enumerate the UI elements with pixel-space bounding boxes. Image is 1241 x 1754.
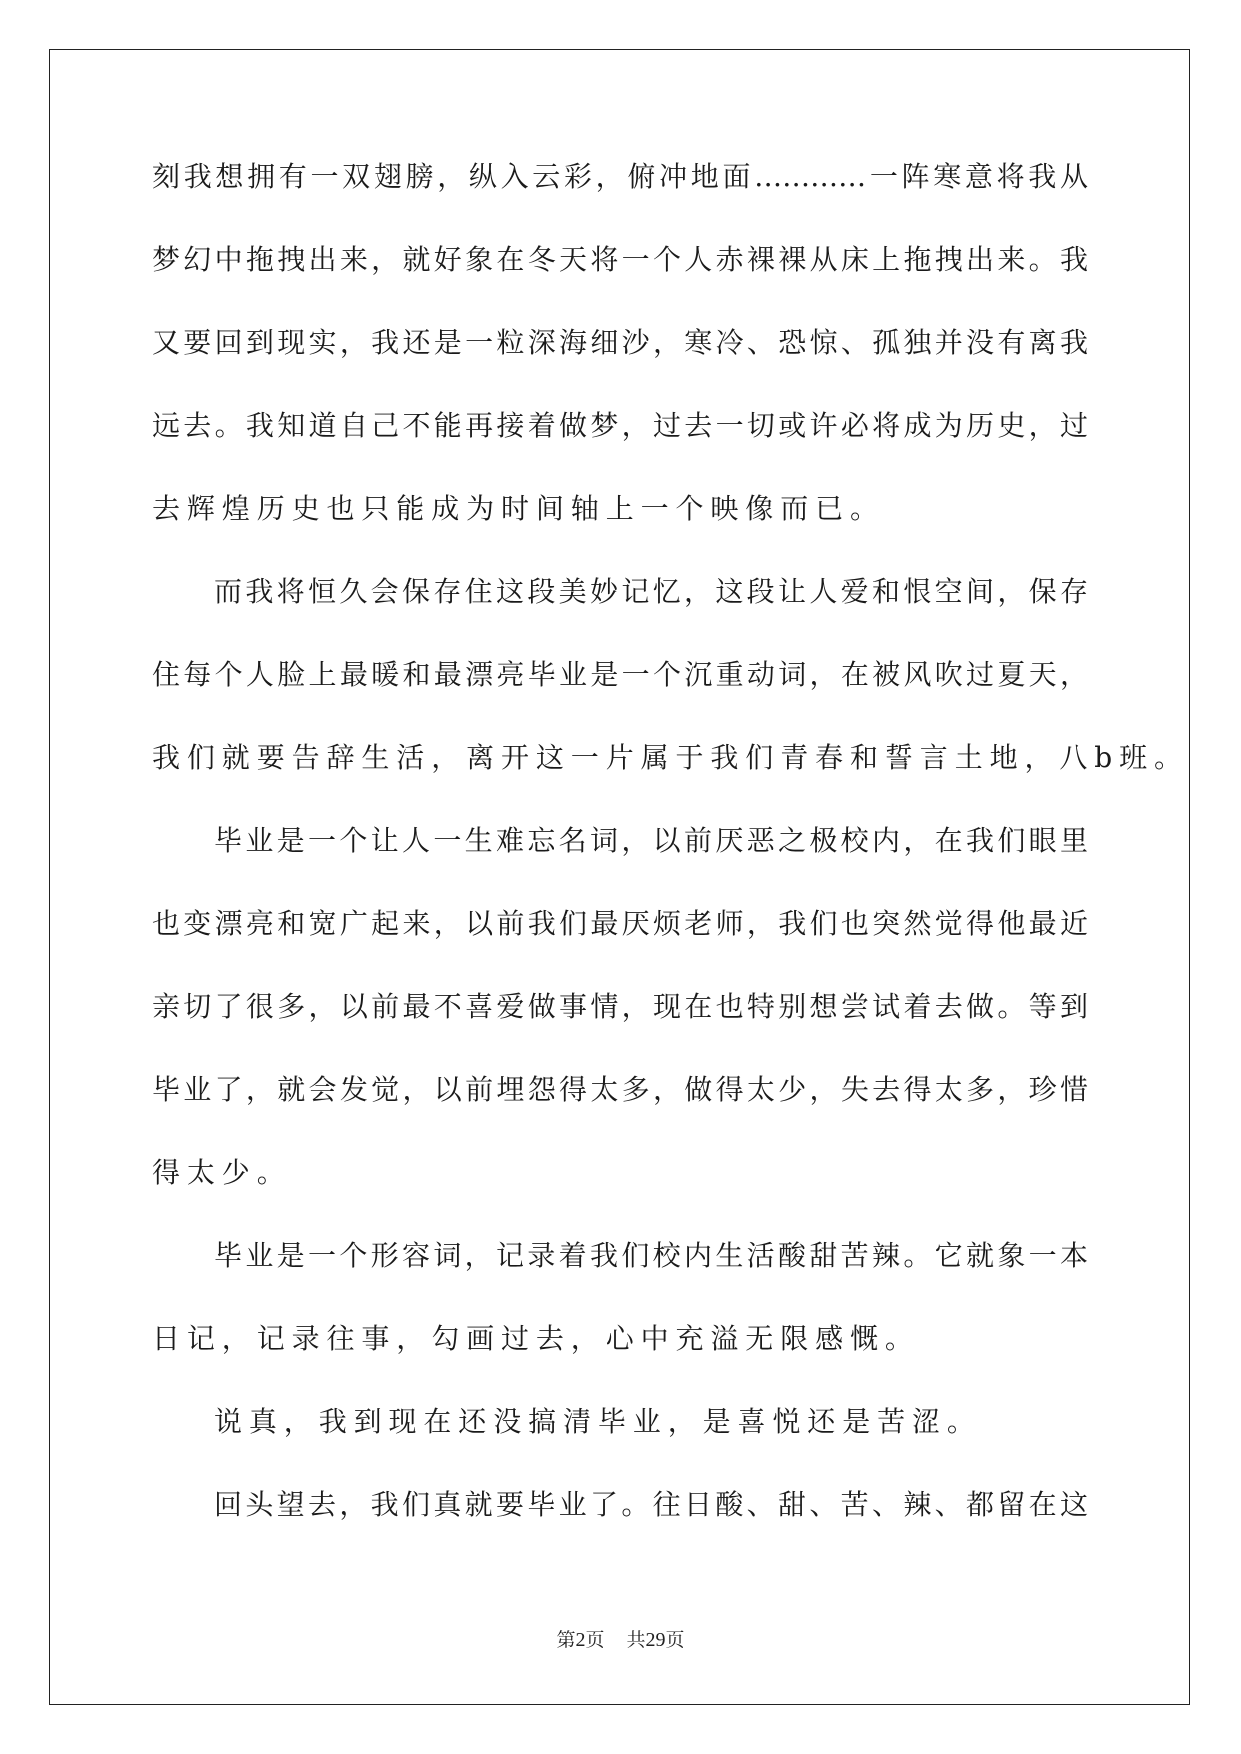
page-footer [0,1628,1241,1652]
paragraph-first-line: 回头望去，我们真就要毕业了。往日酸、甜、苦、辣、都留在这 [214,1488,1088,1521]
paragraph-first-line: 而我将恒久会保存住这段美妙记忆，这段让人爱和恨空间，保存 [214,575,1088,608]
text-line: 亲切了很多，以前最不喜爱做事情，现在也特别想尝试着去做。等到 [152,990,1088,1023]
page-prefix: 第 [556,1629,576,1651]
text-line: 住每个人脸上最暖和最漂亮毕业是一个沉重动词，在被风吹过夏天， [152,658,1088,691]
paragraph-first-line: 毕业是一个形容词，记录着我们校内生活酸甜苦辣。它就象一本 [214,1239,1088,1272]
text-line: 也变漂亮和宽广起来，以前我们最厌烦老师，我们也突然觉得他最近 [152,907,1088,940]
document-body [152,157,1189,1568]
text-line: 我们就要告辞生活，离开这一片属于我们青春和誓言土地，八b班。 [152,741,1189,774]
text-line: 日记，记录往事，勾画过去，心中充溢无限感慨。 [152,1322,920,1355]
text-line: 去辉煌历史也只能成为时间轴上一个映像而已。 [152,492,885,525]
text-line: 梦幻中拖拽出来，就好象在冬天将一个人赤裸裸从床上拖拽出来。我 [152,243,1088,276]
paragraph-first-line: 说真，我到现在还没搞清毕业，是喜悦还是苦涩。 [214,1405,982,1438]
page-suffix: 页 [585,1629,605,1651]
page-number: 2 [575,1629,586,1651]
text-line: 又要回到现实，我还是一粒深海细沙，寒冷、恐惊、孤独并没有离我 [152,326,1088,359]
paragraph-first-line: 毕业是一个让人一生难忘名词，以前厌恶之极校内，在我们眼里 [214,824,1088,857]
text-line: 毕业了，就会发觉，以前埋怨得太多，做得太少，失去得太多，珍惜 [152,1073,1088,1106]
total-pages: 29 [645,1629,666,1651]
text-line: 远去。我知道自己不能再接着做梦，过去一切或许必将成为历史，过 [152,409,1088,442]
text-line: 刻我想拥有一双翅膀，纵入云彩，俯冲地面…………一阵寒意将我从 [152,160,1088,193]
total-prefix: 共 [626,1629,646,1651]
text-line: 得太少。 [152,1156,292,1189]
total-suffix: 页 [665,1629,685,1651]
